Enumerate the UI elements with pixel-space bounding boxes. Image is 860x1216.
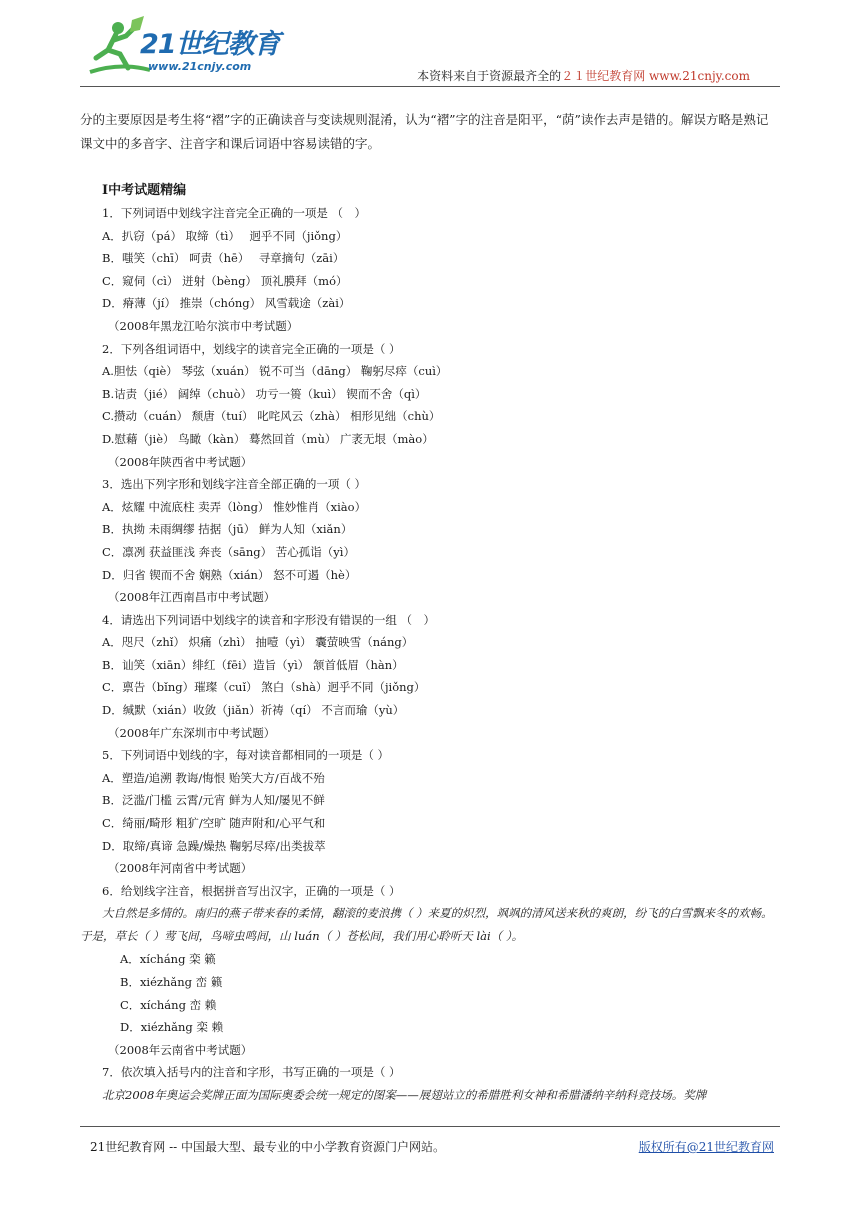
question-line: D．xiézhǎng 栾 赖 — [120, 1020, 224, 1035]
question-line: 6．给划线字注音，根据拼音写出汉字，正确的一项是（ ） — [102, 883, 401, 898]
question-line: 5．下列词语中划线的字，每对读音都相同的一项是（ ） — [102, 748, 389, 763]
question-line: C．禀告（bǐng）璀璨（cuǐ） 煞白（shà）迥乎不同（jiǒng） — [102, 680, 426, 695]
question-line: B.诘责（jié） 阔绰（chuò） 功亏一篑（kuì） 锲而不舍（qì） — [102, 386, 427, 401]
question-line: D.慰藉（jiè） 鸟瞰（kàn） 蓦然回首（mù） 广袤无垠（mào） — [102, 431, 434, 446]
question-line: （2008年广东深圳市中考试题） — [108, 725, 276, 740]
footer-divider — [80, 1126, 780, 1127]
question-line: B．执拗 未雨绸缪 拮据（jū） 鲜为人知（xiǎn） — [102, 522, 353, 537]
question-line: D．取缔/真谛 急躁/燥热 鞠躬尽瘁/出类拔萃 — [102, 838, 326, 853]
question-line: D．归省 锲而不舍 娴熟（xián） 怒不可遏（hè） — [102, 567, 357, 582]
question-line: C．绮丽/畸形 粗犷/空旷 随声附和/心平气和 — [102, 816, 326, 831]
question-line: D．缄默（xián）收敛（jiǎn）祈祷（qí） 不言而瑜（yù） — [102, 703, 405, 718]
question-line: （2008年云南省中考试题） — [108, 1042, 253, 1057]
question-line: B．嗤笑（chī） 呵责（hē） 寻章摘句（zāi） — [102, 251, 345, 266]
logo-text: 21世纪教育 — [140, 29, 280, 60]
question-line: C．窥伺（cì） 迸射（bèng） 顶礼膜拜（mó） — [102, 273, 348, 288]
intro-paragraph: 分的主要原因是考生将“褶”字的正确读音与变读规则混淆，认为“褶”字的注音是阳平，“荫”读作去声是错的。解误方略是熟记课文中的多音字、注音字和课后词语中容易读错的字。 — [80, 112, 769, 151]
question-line: 4．请选出下列词语中划线字的读音和字形没有错误的一组 （ ） — [102, 612, 435, 627]
question-line: C.攒动（cuán） 颓唐（tuí） 叱咤风云（zhà） 相形见绌（chù） — [102, 409, 441, 424]
question-line: （2008年黑龙江哈尔滨市中考试题） — [108, 318, 299, 333]
question-line: A．咫尺（zhǐ） 炽痛（zhì） 抽噎（yì） 囊萤映雪（náng） — [102, 635, 414, 650]
header-note — [417, 67, 750, 84]
question-line: A.胆怯（qiè） 琴弦（xuán） 锐不可当（dāng） 鞠躬尽瘁（cuì） — [102, 364, 448, 379]
question-line: B．xiézhǎng 峦 籁 — [120, 975, 223, 989]
question-line: 7．依次填入括号内的注音和字形，书写正确的一项是（ ） — [102, 1065, 401, 1080]
question-line: 1．下列词语中划线字注音完全正确的一项是 （ ） — [102, 206, 366, 220]
question-line: A．炫耀 中流底柱 卖弄（lòng） 惟妙惟肖（xiào） — [102, 499, 367, 514]
footer-copyright-link[interactable]: 版权所有@21世纪教育网 — [638, 1140, 774, 1154]
logo-url: www.21cnjy.com — [148, 60, 252, 73]
document-body — [80, 108, 780, 1107]
question-list — [80, 202, 780, 1107]
header-note-site: ２１世纪教育网 — [561, 69, 646, 83]
page-header — [0, 0, 860, 92]
question-line: B．泛滥/门槛 云霄/元宵 鲜为人知/屡见不鲜 — [102, 793, 325, 808]
header-divider — [80, 86, 780, 87]
footer-left-text: 21世纪教育网 -- 中国最大型、最专业的中小学教育资源门户网站。 — [90, 1140, 446, 1154]
question-line: A．xícháng 栾 籁 — [120, 952, 216, 967]
question-line: （2008年河南省中考试题） — [108, 861, 253, 876]
question-line: C．xícháng 峦 赖 — [120, 997, 217, 1012]
question-line: A．塑造/追溯 教诲/悔恨 贻笑大方/百战不殆 — [102, 770, 325, 785]
question-line: （2008年陕西省中考试题） — [108, 454, 253, 469]
question-line: B．讪笑（xiān）绯红（fēi）造旨（yì） 颔首低眉（hàn） — [102, 657, 404, 672]
section-title: Ⅰ中考试题精编 — [102, 183, 187, 198]
question-line: A．扒窃（pá） 取缔（tì） 迥乎不同（jiǒng） — [102, 228, 348, 243]
site-logo — [80, 14, 290, 84]
question-line: 北京2008年奥运会奖牌正面为国际奥委会统一规定的图案——展翅站立的希腊胜利女神和希腊潘纳辛纳科竞技场。奖牌 — [102, 1087, 707, 1102]
header-note-prefix: 本资料来自于资源最齐全的 — [417, 69, 562, 83]
question-line: C．凛冽 获益匪浅 奔丧（sāng） 苦心孤诣（yì） — [102, 544, 355, 559]
question-line: 2．下列各组词语中，划线字的读音完全正确的一项是（ ） — [102, 341, 401, 356]
header-note-url[interactable]: www.21cnjy.com — [649, 69, 750, 83]
question-line: 3．选出下列字形和划线字注音全部正确的一项（ ） — [102, 477, 366, 492]
question-line: D．瘠薄（jí） 推崇（chóng） 风雪载途（zài） — [102, 296, 351, 311]
question-line: （2008年江西南昌市中考试题） — [108, 590, 276, 605]
question-line: 大自然是多情的。南归的燕子带来春的柔情，翻滚的麦浪携（ ）来夏的炽烈，飒飒的清风送来秋的爽朗，纷飞的白雪飘来冬的欢畅。于是，草长（ ）莺飞间，鸟啼虫鸣间，山 luán（ ）苍松间，我们用心聆听天 lài（ ）。 — [80, 906, 773, 944]
